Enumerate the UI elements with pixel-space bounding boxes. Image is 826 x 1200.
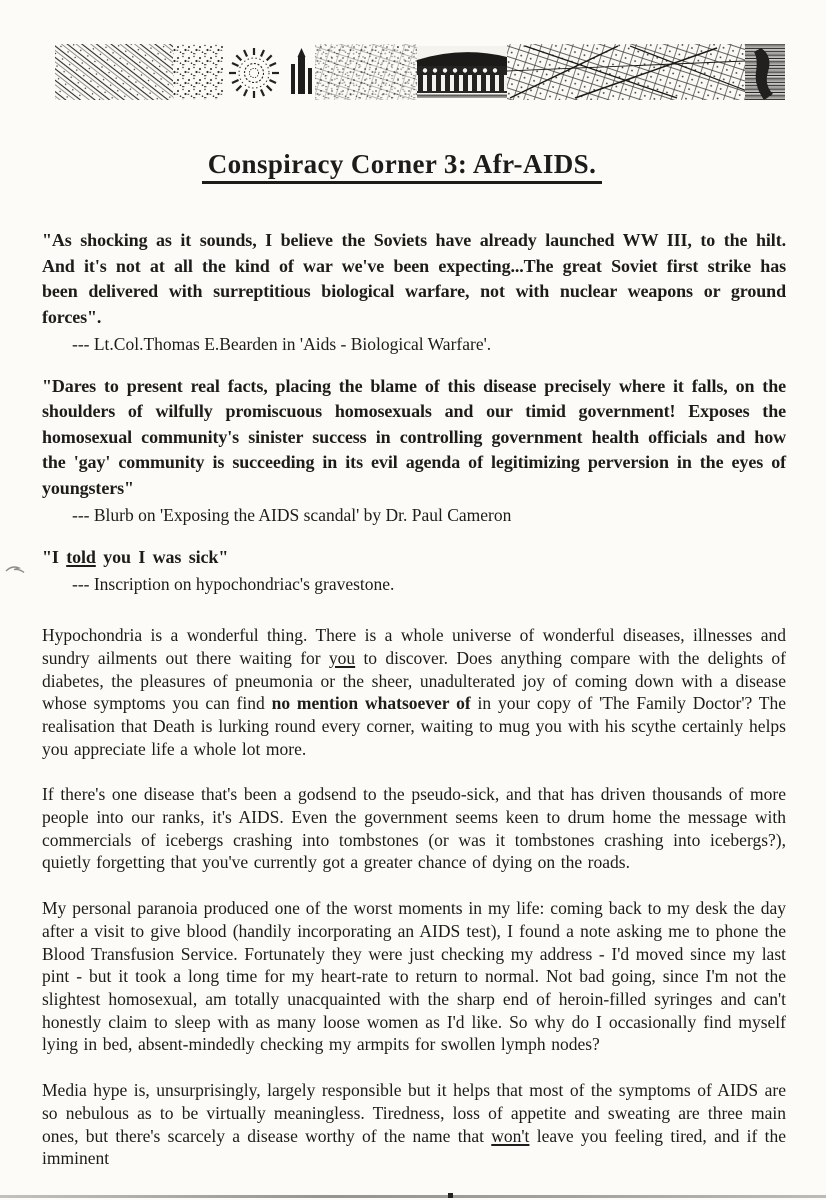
pen-mark-artifact xyxy=(4,562,32,578)
tower-silhouette-icon xyxy=(291,48,312,94)
quote-text xyxy=(42,545,786,571)
header-collage-banner-image xyxy=(55,44,785,100)
text-run: If there's one disease that's been a godsend to the pseudo-sick, and that has driven thousands of more people into our ranks, it's AIDS. Even the government seems keen to drum home the message with commercials of icebergs crashing into tombstones (or was it tombstones crashing into icebergs?), quietly forgetting that you've currently got a greater chance of dying on the roads. xyxy=(42,784,786,873)
quote-block xyxy=(42,228,786,356)
quote-attribution: --- Lt.Col.Thomas E.Bearden in 'Aids - Biological Warfare'. xyxy=(72,334,492,355)
quote-attribution: --- Blurb on 'Exposing the AIDS scandal' by Dr. Paul Cameron xyxy=(72,505,512,526)
article-content xyxy=(42,44,786,1170)
title-row xyxy=(42,131,786,202)
quote-text xyxy=(42,374,786,502)
text-run: told xyxy=(66,546,96,567)
text-run: leave you feeling tired, and if the imminent xyxy=(42,1125,786,1169)
quote-attribution: --- Inscription on hypochondriac's gravestone. xyxy=(72,574,395,595)
text-run: Hypochondria is a wonderful thing. There is a whole universe of wonderful diseases, illnesses and sundry ailments out there waiting for xyxy=(42,625,786,668)
body-paragraph xyxy=(42,624,786,760)
text-run: My personal paranoia produced one of the worst moments in my life: coming back to my desk the day after a visit to give blood (handily incorporating an AIDS test), I found a note asking me to phone the Blood Transfusion Service. Fortunately they were just checking my address - I'd moved since my last pint - but it took a long time for my heart-rate to return to normal. Not bad going, since I'm not the slightest homosexual, am totally unacquainted with the sharp end of heroin-filled syringes and can't honestly claim to sleep with as many loose women as I'd like. So why do I occasionally find myself lying in bed, absent-mindedly checking my armpits for swollen lymph nodes? xyxy=(42,898,786,1055)
banner-hatch-texture xyxy=(55,44,173,100)
text-run: "Dares to present real facts, placing the blame of this disease precisely where it falls, on the shoulders of wilfully promiscuous homosexuals and our timid government! Exposes the homosexual community's sinister success in controlling government health officials and how the 'gay' community is succeeding in its evil agenda of legitimizing perversion in the eyes of youngsters" xyxy=(42,375,786,498)
banner-stipple-texture xyxy=(173,44,223,100)
quote-block xyxy=(42,545,786,597)
text-run: Media hype is, unsurprisingly, largely responsible but it helps that most of the symptoms of AIDS are so nebulous as to be virtually meaningless. Tiredness, loss of appetite and sweating are three main ones, but there's scarcely a disease worthy of the name that xyxy=(42,1080,786,1146)
text-run: in your copy of 'The Family Doctor'? The realisation that Death is lurking round every corner, waiting to mug you with his scythe certainly helps you appreciate life a whole lot more. xyxy=(42,693,787,759)
text-run: "As shocking as it sounds, I believe the Soviets have already launched WW III, to the hilt. And it's not at all the kind of war we've been expecting...The great Soviet first strike has been delivered with surreptitious biological warfare, not with nuclear weapons or ground forces". xyxy=(42,230,786,327)
text-run: you I was sick" xyxy=(95,546,229,567)
text-run: "I xyxy=(42,546,67,567)
text-run: you xyxy=(328,647,356,668)
scan-edge-line xyxy=(0,1195,826,1198)
quote-block xyxy=(42,374,786,528)
page-title: Conspiracy Corner 3: Afr-AIDS. xyxy=(202,149,602,184)
quote-text xyxy=(42,228,786,330)
body-paragraph xyxy=(42,1079,786,1170)
text-run: no mention whatsoever of xyxy=(271,693,471,714)
text-run: to discover. Does anything compare with the delights of diabetes, the pleasures of pneumonia or the sheer, unadulterated joy of coming down with a disease whose symptoms you can find xyxy=(42,647,786,714)
body-paragraph xyxy=(42,783,786,874)
body-paragraph xyxy=(42,897,786,1056)
capitol-colonnade-icon xyxy=(417,46,507,98)
text-run: won't xyxy=(491,1125,530,1146)
